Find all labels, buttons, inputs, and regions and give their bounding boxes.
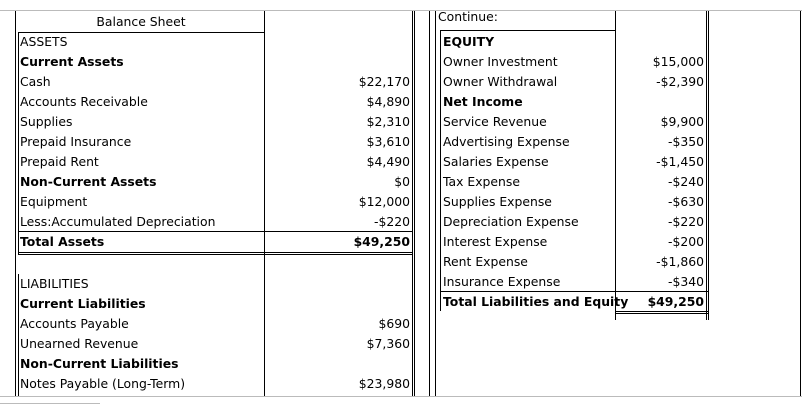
asset-value-prepaid-insurance: $3,610: [366, 134, 410, 149]
noncurrent-assets-header: Non-Current Assets: [20, 174, 157, 189]
ni-label-interest: Interest Expense: [443, 234, 548, 249]
asset-label-prepaid-insurance: Prepaid Insurance: [20, 134, 132, 149]
equity-value-owner-withdrawal: -$2,390: [656, 74, 704, 89]
right-end-line-2: [708, 10, 709, 320]
page-right-line: [800, 10, 801, 396]
ni-label-depreciation: Depreciation Expense: [443, 214, 579, 229]
equity-label-owner-withdrawal: Owner Withdrawal: [443, 74, 558, 89]
left-mid-line-2: [414, 10, 415, 396]
left-mid-line: [412, 10, 413, 396]
bottom-tick: [0, 403, 100, 404]
ni-value-service-revenue: $9,900: [660, 114, 704, 129]
liability-label-border: [18, 274, 19, 396]
asset-label-supplies: Supplies: [20, 114, 73, 129]
ni-label-service-revenue: Service Revenue: [443, 114, 547, 129]
left-frame-line: [15, 10, 16, 396]
ni-value-supplies: -$630: [667, 194, 704, 209]
liabilities-header: LIABILITIES: [20, 276, 89, 291]
bottom-line: [0, 396, 802, 397]
ni-label-rent: Rent Expense: [443, 254, 528, 269]
ni-label-salaries: Salaries Expense: [443, 154, 549, 169]
ni-value-interest: -$200: [667, 234, 704, 249]
liability-value-unearned: $7,360: [366, 336, 410, 351]
ni-value-rent: -$1,860: [656, 254, 704, 269]
asset-label-accum-depreciation: Less:Accumulated Depreciation: [20, 214, 216, 229]
right-end-line: [706, 10, 707, 320]
ni-value-advertising: -$350: [667, 134, 704, 149]
asset-value-equipment: $12,000: [358, 194, 410, 209]
ni-value-salaries: -$1,450: [656, 154, 704, 169]
liability-label-unearned: Unearned Revenue: [20, 336, 139, 351]
asset-label-prepaid-rent: Prepaid Rent: [20, 154, 99, 169]
top-line: [0, 10, 802, 11]
noncurrent-assets-value: $0: [394, 174, 410, 189]
asset-label-border: [18, 32, 19, 254]
net-income-header: Net Income: [443, 94, 523, 109]
ni-label-insurance: Insurance Expense: [443, 274, 561, 289]
asset-label-ar: Accounts Receivable: [20, 94, 148, 109]
total-le-label: Total Liabilities and Equity: [443, 294, 629, 309]
liability-value-ap: $690: [378, 316, 410, 331]
right-frame-line: [429, 10, 430, 396]
equity-value-owner-investment: $15,000: [652, 54, 704, 69]
ni-value-depreciation: -$220: [667, 214, 704, 229]
ni-label-tax: Tax Expense: [443, 174, 520, 189]
ni-label-supplies: Supplies Expense: [443, 194, 552, 209]
total-le-value: $49,250: [647, 294, 704, 309]
balance-sheet-title: Balance Sheet: [96, 14, 186, 29]
liability-label-notes-payable: Notes Payable (Long-Term): [20, 376, 186, 391]
right-label-border: [440, 30, 441, 311]
total-le-underline-2: [615, 313, 708, 314]
ni-label-advertising: Advertising Expense: [443, 134, 570, 149]
total-assets-value: $49,250: [353, 234, 410, 249]
total-assets-underline-2: [18, 254, 412, 255]
total-assets-label: Total Assets: [20, 234, 105, 249]
noncurrent-liabilities-header: Non-Current Liabilities: [20, 356, 179, 371]
asset-value-accum-depreciation: -$220: [373, 214, 410, 229]
asset-label-cash: Cash: [20, 74, 51, 89]
right-frame-line-2: [435, 10, 436, 396]
asset-value-ar: $4,890: [366, 94, 410, 109]
continue-label: Continue:: [438, 9, 498, 24]
equity-label-owner-investment: Owner Investment: [443, 54, 558, 69]
asset-value-cash: $22,170: [358, 74, 410, 89]
asset-value-supplies: $2,310: [366, 114, 410, 129]
equity-header: EQUITY: [443, 34, 495, 49]
current-liabilities-header: Current Liabilities: [20, 296, 146, 311]
total-assets-underline: [18, 252, 412, 253]
liability-value-notes-payable: $23,980: [358, 376, 410, 391]
equity-top-line: [440, 30, 615, 31]
liability-label-ap: Accounts Payable: [20, 316, 129, 331]
asset-value-prepaid-rent: $4,490: [366, 154, 410, 169]
current-assets-header: Current Assets: [20, 54, 124, 69]
asset-label-equipment: Equipment: [20, 194, 88, 209]
total-le-underline: [615, 311, 708, 312]
ni-value-tax: -$240: [667, 174, 704, 189]
ni-value-insurance: -$340: [667, 274, 704, 289]
assets-header: ASSETS: [20, 34, 68, 49]
